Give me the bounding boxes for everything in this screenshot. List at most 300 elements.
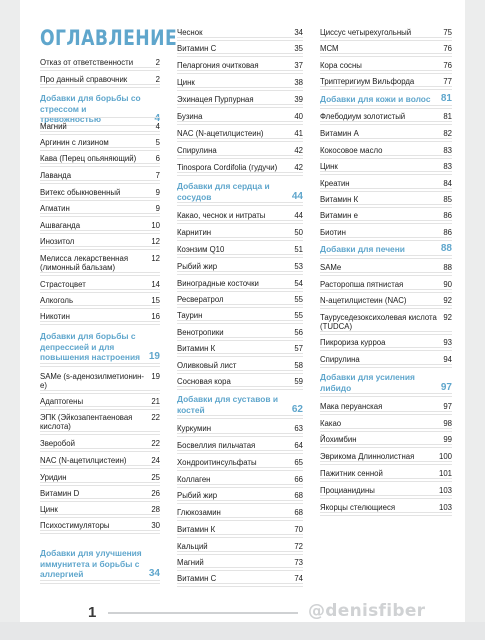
page-ref: 44 [294, 211, 303, 220]
entry-divider [320, 515, 452, 516]
page-ref: 103 [438, 486, 452, 495]
page-ref: 93 [443, 338, 452, 347]
page-ref: 37 [294, 61, 303, 70]
entry-divider [320, 464, 452, 465]
toc-entry[interactable] [177, 491, 303, 500]
entry-divider [177, 175, 303, 176]
toc-section-heading[interactable] [40, 331, 160, 363]
page-ref: 22 [151, 439, 160, 448]
page-ref: 19 [148, 351, 160, 362]
page-ref: 19 [151, 372, 160, 381]
toc-entry[interactable] [177, 163, 303, 172]
page-ref: 34 [294, 28, 303, 37]
entry-title: Какао [320, 419, 342, 428]
entry-title: Пажитник сенной [320, 469, 383, 478]
entry-title: Рыбий жир [177, 262, 218, 271]
entry-title: Лаванда [40, 171, 72, 180]
page-ref: 38 [294, 78, 303, 87]
toc-entry[interactable] [40, 237, 160, 246]
entry-divider [177, 520, 303, 521]
entry-divider [40, 87, 160, 88]
toc-entry[interactable] [177, 78, 303, 87]
entry-title: Коллаген [177, 475, 211, 484]
entry-title: Магний [40, 122, 67, 131]
entry-title: Никотин [40, 312, 70, 321]
entry-divider [177, 307, 303, 308]
entry-divider [320, 334, 452, 335]
entry-divider [177, 373, 303, 374]
toc-entry[interactable] [40, 204, 160, 213]
page-ref: 12 [151, 254, 160, 263]
page-ref: 101 [438, 469, 452, 478]
entry-title: Витамин К [177, 525, 216, 534]
entry-divider [177, 274, 303, 275]
toc-entry[interactable] [177, 525, 303, 534]
entry-divider [320, 141, 452, 142]
page-ref: 35 [294, 44, 303, 53]
toc-entry[interactable] [177, 211, 303, 220]
toc-entry[interactable] [320, 419, 452, 428]
entry-divider [320, 258, 452, 259]
toc-section-heading[interactable] [320, 94, 452, 105]
entry-title: Расторопша пятнистая [320, 280, 404, 289]
toc-entry[interactable] [177, 458, 303, 467]
page-ref: 81 [440, 93, 452, 104]
entry-title: Пикрориза курроа [320, 338, 386, 347]
toc-entry[interactable] [40, 254, 160, 272]
entry-divider [177, 570, 303, 571]
toc-entry[interactable] [320, 211, 452, 220]
page-ref: 4 [154, 113, 160, 124]
entry-divider [177, 537, 303, 538]
entry-title: SAMe (s-аденозилметионин-е) [40, 372, 145, 390]
toc-entry[interactable] [320, 112, 452, 121]
entry-title: МСМ [320, 44, 339, 53]
toc-entry[interactable] [320, 263, 452, 272]
entry-divider [40, 233, 160, 234]
toc-entry[interactable] [177, 441, 303, 450]
entry-title: Сосновая кора [177, 377, 231, 386]
entry-divider [177, 124, 303, 125]
page-ref: 2 [155, 75, 160, 84]
page-ref: 4 [155, 122, 160, 131]
toc-entry[interactable] [320, 313, 452, 331]
entry-divider [320, 292, 452, 293]
page-ref: 92 [443, 296, 452, 305]
entry-divider [40, 533, 160, 534]
page-ref: 2 [155, 58, 160, 67]
entry-divider [320, 481, 452, 482]
page-ref: 39 [294, 95, 303, 104]
toc-entry[interactable] [177, 558, 303, 567]
entry-divider [320, 158, 452, 159]
entry-divider [40, 292, 160, 293]
page-ref: 9 [155, 204, 160, 213]
page-title: ОГЛАВЛЕНИЕ [40, 26, 178, 50]
toc-entry[interactable] [320, 28, 452, 37]
toc-entry[interactable] [320, 228, 452, 237]
entry-title: Цинк [177, 78, 195, 87]
toc-entry[interactable] [177, 295, 303, 304]
page-ref: 12 [151, 237, 160, 246]
entry-title: Йохимбин [320, 435, 357, 444]
toc-entry[interactable] [177, 61, 303, 70]
toc-entry[interactable] [177, 574, 303, 583]
toc-entry[interactable] [40, 221, 160, 230]
page-ref: 55 [294, 295, 303, 304]
entry-title: Витамин К [320, 195, 359, 204]
entry-divider [320, 223, 452, 224]
page-ref: 83 [443, 162, 452, 171]
toc-entry[interactable] [177, 361, 303, 370]
page-number: 1 [88, 604, 97, 621]
entry-title: Агматин [40, 204, 70, 213]
toc-entry[interactable] [177, 95, 303, 104]
toc-entry[interactable] [177, 475, 303, 484]
toc-entry[interactable] [320, 77, 452, 86]
entry-title: Витамин А [320, 129, 359, 138]
entry-title: Рыбий жир [177, 491, 218, 500]
page-ref: 24 [151, 456, 160, 465]
toc-entry[interactable] [320, 280, 452, 289]
entry-divider [40, 583, 160, 584]
page-ref: 75 [443, 28, 452, 37]
entry-title: Пеларгония очитковая [177, 61, 259, 70]
entry-divider [177, 586, 303, 587]
entry-divider [177, 90, 303, 91]
toc-section-heading[interactable] [40, 93, 160, 125]
entry-divider [40, 393, 160, 394]
page-ref: 5 [155, 138, 160, 147]
toc-entry[interactable] [320, 44, 452, 53]
entry-title: Тауруседезоксихолевая кислота (TUDCA) [320, 313, 437, 331]
entry-divider [320, 350, 452, 351]
entry-title: Инозитол [40, 237, 75, 246]
page-ref: 83 [443, 146, 452, 155]
page-ref: 68 [294, 508, 303, 517]
entry-title: Триптеригиум Вильфорда [320, 77, 415, 86]
toc-entry[interactable] [320, 179, 452, 188]
toc-entry[interactable] [177, 112, 303, 121]
entry-divider [40, 366, 160, 367]
toc-entry[interactable] [40, 296, 160, 305]
entry-divider [177, 257, 303, 258]
entry-divider [320, 367, 452, 368]
section-title: Добавки для суставов и костей [177, 394, 278, 415]
entry-title: NAC (N-ацетилцистеин) [40, 456, 127, 465]
entry-title: Цинк [40, 505, 58, 514]
entry-divider [177, 436, 303, 437]
entry-title: Креатин [320, 179, 350, 188]
entry-title: Мелисса лекарственная (лимонный бальзам) [40, 254, 129, 272]
toc-entry[interactable] [320, 338, 452, 347]
page-ref: 65 [294, 458, 303, 467]
entry-divider [320, 498, 452, 499]
toc-entry[interactable] [320, 129, 452, 138]
toc-entry[interactable] [40, 280, 160, 289]
entry-divider [320, 396, 452, 397]
toc-entry[interactable] [40, 138, 160, 147]
page-ref: 30 [151, 521, 160, 530]
entry-title: Флебодиум золотистый [320, 112, 406, 121]
toc-entry[interactable] [177, 424, 303, 433]
entry-title: Босвеллия пильчатая [177, 441, 256, 450]
section-title: Добавки для улучшения иммунитета и борьбы с аллергией [40, 548, 142, 579]
toc-entry[interactable] [320, 61, 452, 70]
entry-title: Эхинацея Пурпурная [177, 95, 254, 104]
entry-title: Кава (Перец опьяняющий) [40, 154, 137, 163]
toc-entry[interactable] [177, 344, 303, 353]
page-ref: 99 [443, 435, 452, 444]
entry-title: Про данный справочник [40, 75, 128, 84]
entry-title: Уридин [40, 473, 67, 482]
entry-divider [320, 207, 452, 208]
toc-entry[interactable] [177, 542, 303, 551]
entry-title: Витамин С [177, 44, 217, 53]
entry-divider [40, 324, 160, 325]
entry-title: Глюкозамин [177, 508, 221, 517]
page-ref: 88 [443, 263, 452, 272]
entry-title: NAC (N-ацетилцистеин) [177, 129, 264, 138]
toc-section-heading[interactable] [40, 548, 160, 580]
page-bottom-margin [0, 622, 485, 640]
toc-entry[interactable] [320, 503, 452, 512]
entry-divider [40, 249, 160, 250]
entry-title: Кальций [177, 542, 208, 551]
section-title: Добавки для борьбы со стрессом и тревожностью [40, 93, 141, 124]
toc-entry[interactable] [40, 397, 160, 406]
toc-entry[interactable] [177, 44, 303, 53]
entry-divider [40, 117, 160, 118]
entry-divider [177, 487, 303, 488]
toc-entry[interactable] [40, 489, 160, 498]
entry-title: Куркумин [177, 424, 212, 433]
entry-title: Карнитин [177, 228, 212, 237]
toc-entry[interactable] [320, 402, 452, 411]
toc-entry[interactable] [40, 473, 160, 482]
toc-section-heading[interactable] [320, 244, 452, 255]
toc-entry[interactable] [320, 486, 452, 495]
entry-title: Ашваганда [40, 221, 81, 230]
entry-title: Психостимуляторы [40, 521, 110, 530]
page-ref: 64 [294, 441, 303, 450]
page-ref: 41 [294, 129, 303, 138]
entry-divider [40, 183, 160, 184]
page-ref: 76 [443, 44, 452, 53]
entry-title: Чеснок [177, 28, 203, 37]
page-ref: 40 [294, 112, 303, 121]
page-ref: 21 [151, 397, 160, 406]
page-ref: 97 [443, 402, 452, 411]
toc-entry[interactable] [177, 262, 303, 271]
toc-entry[interactable] [40, 122, 160, 131]
section-title: Добавки для кожи и волос [320, 94, 431, 104]
toc-entry[interactable] [177, 146, 303, 155]
toc-entry[interactable] [320, 435, 452, 444]
page-ref: 73 [294, 558, 303, 567]
page-ref: 103 [438, 503, 452, 512]
toc-entry[interactable] [320, 195, 452, 204]
entry-divider [320, 124, 452, 125]
page-ref: 90 [443, 280, 452, 289]
toc-entry[interactable] [177, 28, 303, 37]
toc-entry[interactable] [320, 162, 452, 171]
toc-entry[interactable] [177, 245, 303, 254]
toc-entry[interactable] [177, 228, 303, 237]
toc-entry[interactable] [320, 146, 452, 155]
toc-entry[interactable] [177, 508, 303, 517]
entry-title: Мака перуанская [320, 402, 383, 411]
toc-entry[interactable] [40, 154, 160, 163]
entry-divider [320, 240, 452, 241]
page-ref: 100 [438, 452, 452, 461]
page-ref: 70 [294, 525, 303, 534]
entry-title: Спирулина [320, 355, 360, 364]
page-ref: 6 [155, 154, 160, 163]
page-ref: 92 [443, 313, 452, 322]
page-ref: 62 [291, 403, 303, 415]
toc-section-heading[interactable] [320, 372, 452, 393]
toc-entry[interactable] [177, 328, 303, 337]
toc-section-heading[interactable] [177, 394, 303, 415]
entry-divider [320, 73, 452, 74]
page-ref: 81 [443, 112, 452, 121]
entry-divider [177, 240, 303, 241]
toc-entry[interactable] [40, 58, 160, 67]
toc-entry[interactable] [40, 521, 160, 530]
entry-title: Ресвератрол [177, 295, 224, 304]
entry-divider [177, 453, 303, 454]
toc-entry[interactable] [40, 456, 160, 465]
entry-title: Якорцы стелющиеся [320, 503, 396, 512]
entry-divider [177, 340, 303, 341]
entry-title: Tinospora Cordifolia (гудучи) [177, 163, 278, 172]
toc-entry[interactable] [177, 377, 303, 386]
page-ref: 22 [151, 413, 160, 422]
toc-entry[interactable] [40, 372, 160, 390]
entry-divider [177, 205, 303, 206]
entry-title: Циссус четырехугольный [320, 28, 412, 37]
page-ref: 10 [151, 221, 160, 230]
entry-divider [177, 141, 303, 142]
page-ref: 42 [294, 146, 303, 155]
entry-divider [177, 291, 303, 292]
toc-entry[interactable] [320, 355, 452, 364]
entry-title: Эврикома Длиннолистная [320, 452, 415, 461]
entry-title: Витекс обыкновенный [40, 188, 121, 197]
toc-entry[interactable] [40, 75, 160, 84]
entry-title: Адаптогены [40, 397, 84, 406]
entry-title: Процианидины [320, 486, 375, 495]
entry-title: SAMe [320, 263, 342, 272]
entry-title: Витамин С [177, 574, 217, 583]
entry-divider [40, 468, 160, 469]
entry-divider [40, 275, 160, 276]
entry-title: Цинк [320, 162, 338, 171]
toc-entry[interactable] [320, 296, 452, 305]
toc-entry[interactable] [40, 413, 160, 431]
page-ref: 86 [443, 211, 452, 220]
entry-title: Витамин D [40, 489, 80, 498]
entry-divider [40, 134, 160, 135]
section-title: Добавки для печени [320, 244, 405, 254]
entry-title: Кокосовое масло [320, 146, 383, 155]
toc-entry[interactable] [177, 311, 303, 320]
page-ref: 25 [151, 473, 160, 482]
page-ref: 66 [294, 475, 303, 484]
entry-divider [320, 191, 452, 192]
entry-title: Оливковый лист [177, 361, 237, 370]
entry-divider [40, 216, 160, 217]
page-ref: 7 [155, 171, 160, 180]
section-title: Добавки для борьбы с депрессией и для повышения настроения [40, 331, 140, 362]
page-ref: 15 [151, 296, 160, 305]
page-ref: 59 [294, 377, 303, 386]
entry-divider [40, 485, 160, 486]
toc-entry[interactable] [177, 279, 303, 288]
entry-title: Витамин е [320, 211, 358, 220]
entry-divider [177, 223, 303, 224]
entry-divider [40, 200, 160, 201]
footer-divider [108, 612, 298, 614]
footer-left-block [20, 600, 55, 622]
toc-entry[interactable] [40, 505, 160, 514]
entry-divider [40, 166, 160, 167]
page-ref: 72 [294, 542, 303, 551]
entry-divider [40, 70, 160, 71]
toc-entry[interactable] [320, 469, 452, 478]
page-ref: 42 [294, 163, 303, 172]
entry-divider [40, 517, 160, 518]
page-ref: 98 [443, 419, 452, 428]
entry-title: ЭПК (Эйкозапентаеновая кислота) [40, 413, 133, 431]
section-title: Добавки для усиления либидо [320, 372, 415, 393]
page-margin-right [465, 0, 485, 622]
toc-section-heading[interactable] [177, 181, 303, 202]
toc-entry[interactable] [320, 452, 452, 461]
toc-entry[interactable] [40, 188, 160, 197]
entry-divider [177, 158, 303, 159]
entry-divider [320, 447, 452, 448]
entry-divider [320, 275, 452, 276]
entry-title: Аргинин с лизином [40, 138, 109, 147]
entry-divider [177, 73, 303, 74]
toc-entry[interactable] [40, 439, 160, 448]
entry-divider [177, 554, 303, 555]
toc-entry[interactable] [40, 171, 160, 180]
entry-title: Алкоголь [40, 296, 74, 305]
page-ref: 85 [443, 195, 452, 204]
entry-title: Витамин К [177, 344, 216, 353]
page-ref: 94 [443, 355, 452, 364]
page-ref: 26 [151, 489, 160, 498]
page-ref: 76 [443, 61, 452, 70]
page-ref: 63 [294, 424, 303, 433]
section-title: Добавки для сердца и сосудов [177, 181, 270, 202]
entry-title: Венотропики [177, 328, 224, 337]
page-ref: 86 [443, 228, 452, 237]
entry-divider [40, 409, 160, 410]
entry-divider [177, 356, 303, 357]
entry-title: Хондроитинсульфаты [177, 458, 257, 467]
page-ref: 57 [294, 344, 303, 353]
entry-title: Зверобой [40, 439, 75, 448]
toc-entry[interactable] [40, 312, 160, 321]
entry-divider [320, 431, 452, 432]
brand-watermark: @denisfiber [308, 601, 426, 621]
toc-entry[interactable] [177, 129, 303, 138]
entry-divider [177, 503, 303, 504]
